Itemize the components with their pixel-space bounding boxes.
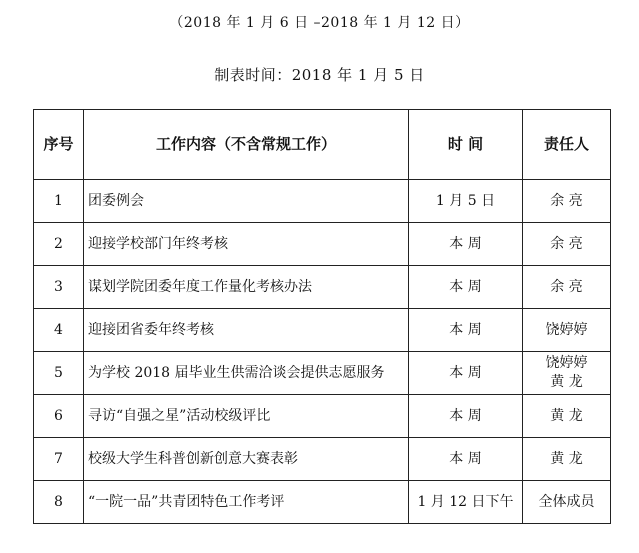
row-number: 7 <box>34 438 84 481</box>
row-time: 本 周 <box>409 266 523 309</box>
row-owner <box>523 223 611 266</box>
row-content: 迎接学校部门年终考核 <box>84 223 409 266</box>
row-time: 本 周 <box>409 395 523 438</box>
row-owner <box>523 180 611 223</box>
row-content: “一院一品”共青团特色工作考评 <box>84 481 409 524</box>
table-row <box>34 438 611 481</box>
table-header-row <box>34 110 611 180</box>
column-header-owner: 责任人 <box>523 110 611 180</box>
table-row <box>34 352 611 395</box>
row-owner <box>523 309 611 352</box>
row-owner <box>523 438 611 481</box>
work-schedule-table <box>33 109 611 524</box>
row-number: 4 <box>34 309 84 352</box>
row-owner <box>523 481 611 524</box>
owner-name: 黄 龙 <box>550 450 583 467</box>
row-content: 为学校 2018 届毕业生供需洽谈会提供志愿服务 <box>84 352 409 395</box>
owner-name: 饶婷婷 <box>545 321 588 338</box>
column-header-time: 时 间 <box>409 110 523 180</box>
row-content: 谋划学院团委年度工作量化考核办法 <box>84 266 409 309</box>
owner-name: 余 亮 <box>550 235 583 252</box>
row-time: 本 周 <box>409 352 523 395</box>
owner-name: 饶婷婷 <box>545 355 588 371</box>
row-number: 8 <box>34 481 84 524</box>
row-number: 2 <box>34 223 84 266</box>
row-time: 1 月 12 日下午 <box>409 481 523 524</box>
row-time: 本 周 <box>409 309 523 352</box>
row-owner <box>523 352 611 395</box>
row-content: 迎接团省委年终考核 <box>84 309 409 352</box>
row-number: 1 <box>34 180 84 223</box>
column-header-content: 工作内容（不含常规工作） <box>84 110 409 180</box>
row-content: 团委例会 <box>84 180 409 223</box>
row-number: 6 <box>34 395 84 438</box>
row-owner <box>523 395 611 438</box>
row-time: 本 周 <box>409 438 523 481</box>
owner-name: 黄 龙 <box>550 374 583 390</box>
owner-name: 余 亮 <box>550 278 583 295</box>
row-time: 本 周 <box>409 223 523 266</box>
owner-name: 余 亮 <box>550 192 583 209</box>
table-row <box>34 180 611 223</box>
table-made-date: 制表时间：2018 年 1 月 5 日 <box>214 66 425 84</box>
table-row <box>34 395 611 438</box>
table-row <box>34 309 611 352</box>
row-time: 1 月 5 日 <box>409 180 523 223</box>
table-row <box>34 266 611 309</box>
owner-name: 全体成员 <box>538 493 595 510</box>
row-content: 寻访“自强之星”活动校级评比 <box>84 395 409 438</box>
owner-name: 黄 龙 <box>550 407 583 424</box>
row-content: 校级大学生科普创新创意大赛表彰 <box>84 438 409 481</box>
row-owner <box>523 266 611 309</box>
date-range: （2018 年 1 月 6 日 –2018 年 1 月 12 日） <box>169 15 470 31</box>
row-number: 5 <box>34 352 84 395</box>
column-header-number: 序号 <box>34 110 84 180</box>
table-row <box>34 223 611 266</box>
row-number: 3 <box>34 266 84 309</box>
table-row <box>34 481 611 524</box>
